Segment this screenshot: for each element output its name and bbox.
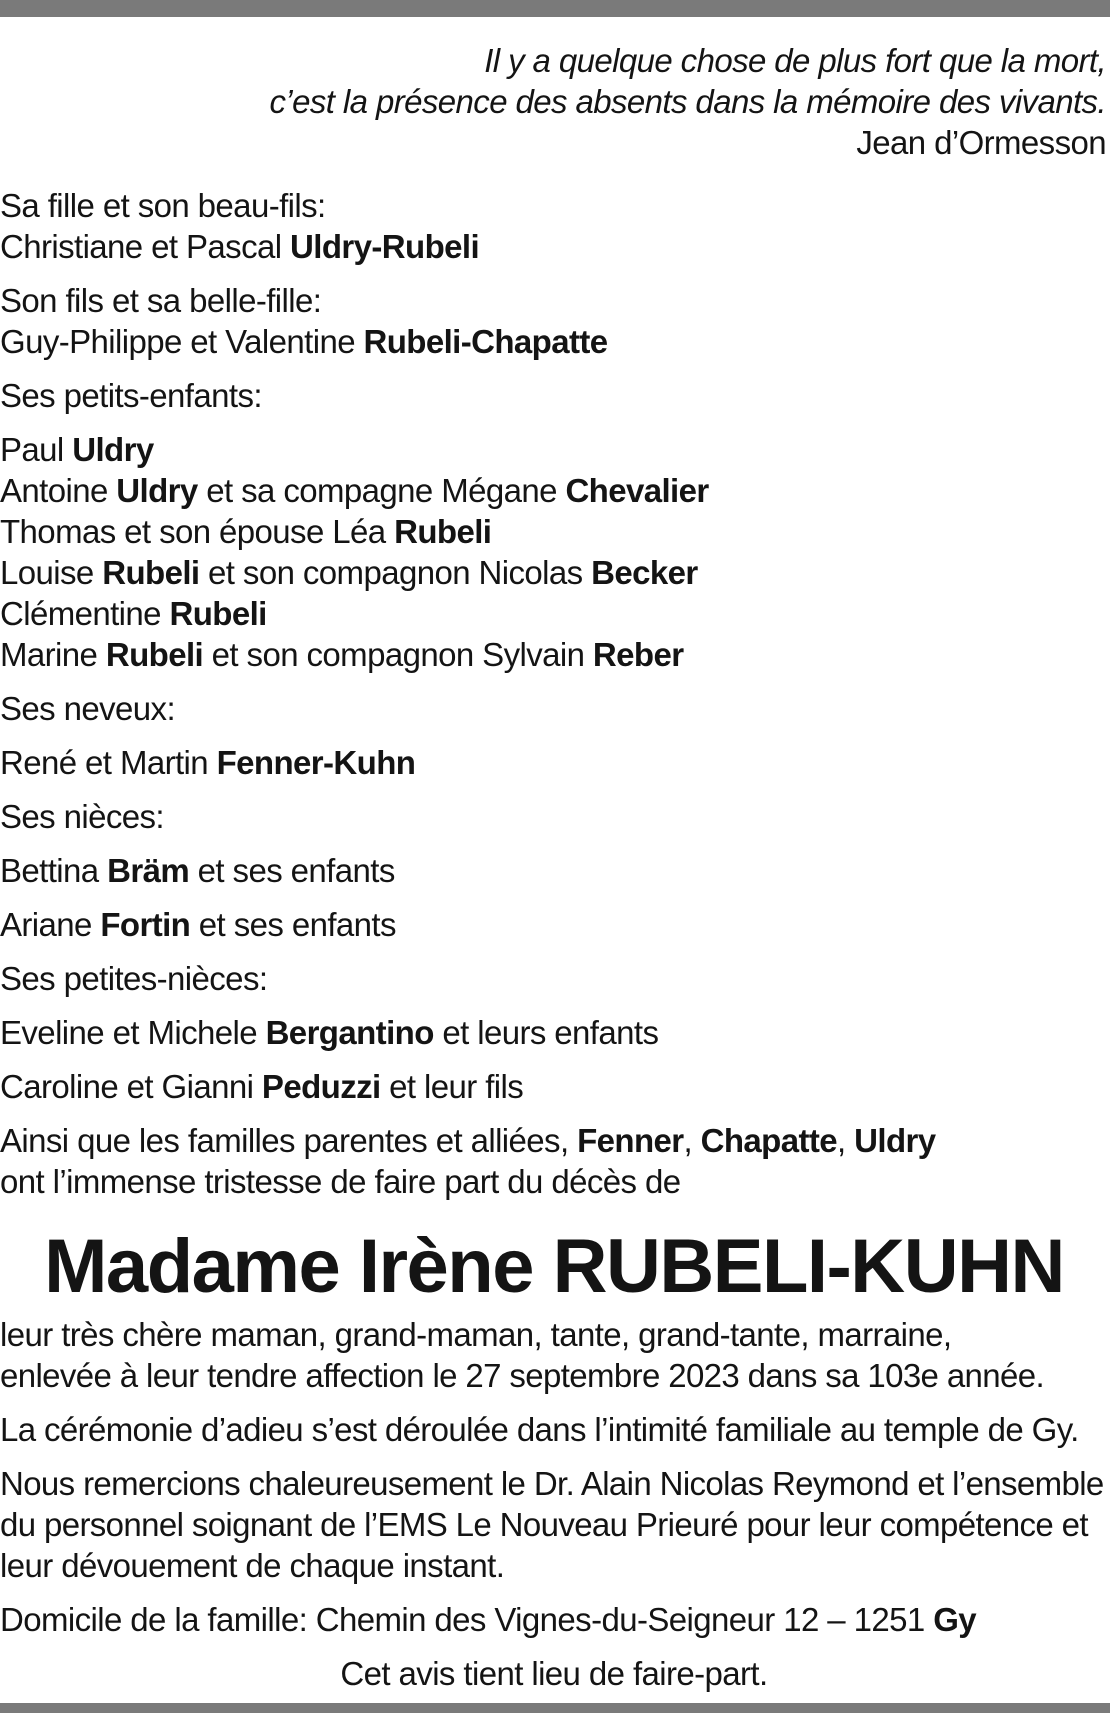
grandnieces-heading: Ses petites-nièces: <box>0 960 268 997</box>
son-given-names: Guy-Philippe et Valentine <box>0 323 364 360</box>
ceremony-text: La cérémonie d’adieu s’est déroulée dans l’intimité familiale au temple de Gy. <box>0 1411 1079 1448</box>
grandchild-line: Clémentine Rubeli <box>0 595 267 632</box>
nephews-heading: Ses neveux: <box>0 690 176 727</box>
grandchildren-heading: Ses petits-enfants: <box>0 377 262 414</box>
family-address: Domicile de la famille: Chemin des Vignes-du-Seigneur 12 – 1251 Gy <box>0 1601 977 1638</box>
thanks-line-3: leur dévouement de chaque instant. <box>0 1547 505 1584</box>
nieces-heading: Ses nièces: <box>0 798 164 835</box>
grandniece-line: Eveline et Michele Bergantino et leurs enfants <box>0 1014 659 1051</box>
top-rule <box>0 0 1110 17</box>
thanks-line-1: Nous remercions chaleureusement le Dr. Alain Nicolas Reymond et l’ensemble <box>0 1465 1104 1502</box>
grandchildren-list <box>0 429 1108 675</box>
notice-body <box>0 40 1108 1694</box>
relation-paragraph <box>0 1314 1108 1396</box>
closing-note: Cet avis tient lieu de faire-part. <box>340 1655 768 1692</box>
daughter-names <box>0 226 1108 267</box>
thanks-line-2: du personnel soignant de l’EMS Le Nouveau Prieuré pour leur compétence et <box>0 1506 1088 1543</box>
grandchild-line: Louise Rubeli et son compagnon Nicolas Becker <box>0 554 698 591</box>
allied-families: Ainsi que les familles parentes et alliées, Fenner, Chapatte, Uldry <box>0 1122 936 1159</box>
daughter-given-names: Christiane et Pascal <box>0 228 291 265</box>
grandchild-line: Paul Uldry <box>0 431 154 468</box>
thanks-paragraph <box>0 1463 1108 1586</box>
deceased-name: Madame Irène RUBELI-KUHN <box>44 1224 1064 1309</box>
nephews-names: René et Martin Fenner-Kuhn <box>0 744 416 781</box>
grandchild-line: Antoine Uldry et sa compagne Mégane Chevalier <box>0 472 709 509</box>
son-section <box>0 280 1108 362</box>
relation-line-2: enlevée à leur tendre affection le 27 septembre 2023 dans sa 103e année. <box>0 1357 1044 1394</box>
announcement-text: ont l’immense tristesse de faire part du décès de <box>0 1163 681 1200</box>
daughter-section <box>0 185 1108 267</box>
bottom-rule <box>0 1703 1110 1713</box>
daughter-surname: Uldry-Rubeli <box>290 228 480 265</box>
son-names <box>0 321 1108 362</box>
son-heading: Son fils et sa belle-fille: <box>0 282 322 319</box>
niece-line: Bettina Bräm et ses enfants <box>0 852 395 889</box>
epigraph-line-2: c’est la présence des absents dans la mémoire des vivants. <box>269 83 1106 120</box>
niece-line: Ariane Fortin et ses enfants <box>0 906 396 943</box>
announcement-section <box>0 1120 1108 1202</box>
grandniece-line: Caroline et Gianni Peduzzi et leur fils <box>0 1068 524 1105</box>
epigraph-line-1: Il y a quelque chose de plus fort que la mort, <box>484 42 1106 79</box>
epigraph-author: Jean d’Ormesson <box>856 124 1106 161</box>
relation-line-1: leur très chère maman, grand-maman, tante, grand-tante, marraine, <box>0 1316 952 1353</box>
daughter-heading: Sa fille et son beau-fils: <box>0 187 326 224</box>
son-surname: Rubeli-Chapatte <box>363 323 608 360</box>
epigraph <box>0 40 1108 163</box>
grandchild-line: Thomas et son épouse Léa Rubeli <box>0 513 492 550</box>
grandchild-line: Marine Rubeli et son compagnon Sylvain Reber <box>0 636 684 673</box>
